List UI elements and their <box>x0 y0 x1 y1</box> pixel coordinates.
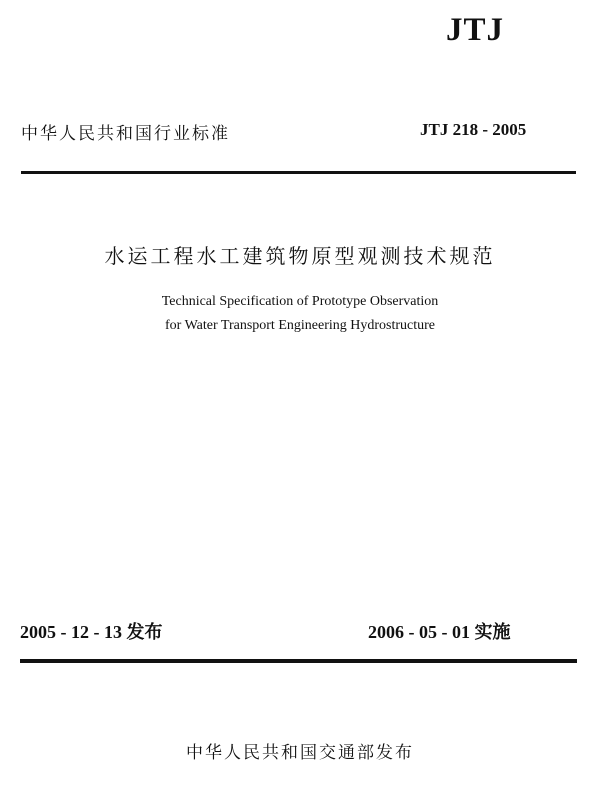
document-title-chinese: 水运工程水工建筑物原型观测技术规范 <box>104 244 496 268</box>
implementation-date: 2006 - 05 - 01 实施 <box>368 622 511 642</box>
standard-logo: JTJ <box>446 12 505 48</box>
publisher: 中华人民共和国交通部发布 <box>186 743 414 763</box>
document-title-english-line1: Technical Specification of Prototype Observation <box>161 294 439 309</box>
top-divider <box>21 171 576 174</box>
issue-date: 2005 - 12 - 13 发布 <box>20 622 163 642</box>
standard-code: JTJ 218 - 2005 <box>420 120 527 139</box>
bottom-divider <box>20 659 577 663</box>
document-title-english-line2: for Water Transport Engineering Hydrostructure <box>165 318 435 333</box>
industry-standard-label: 中华人民共和国行业标准 <box>21 124 230 144</box>
